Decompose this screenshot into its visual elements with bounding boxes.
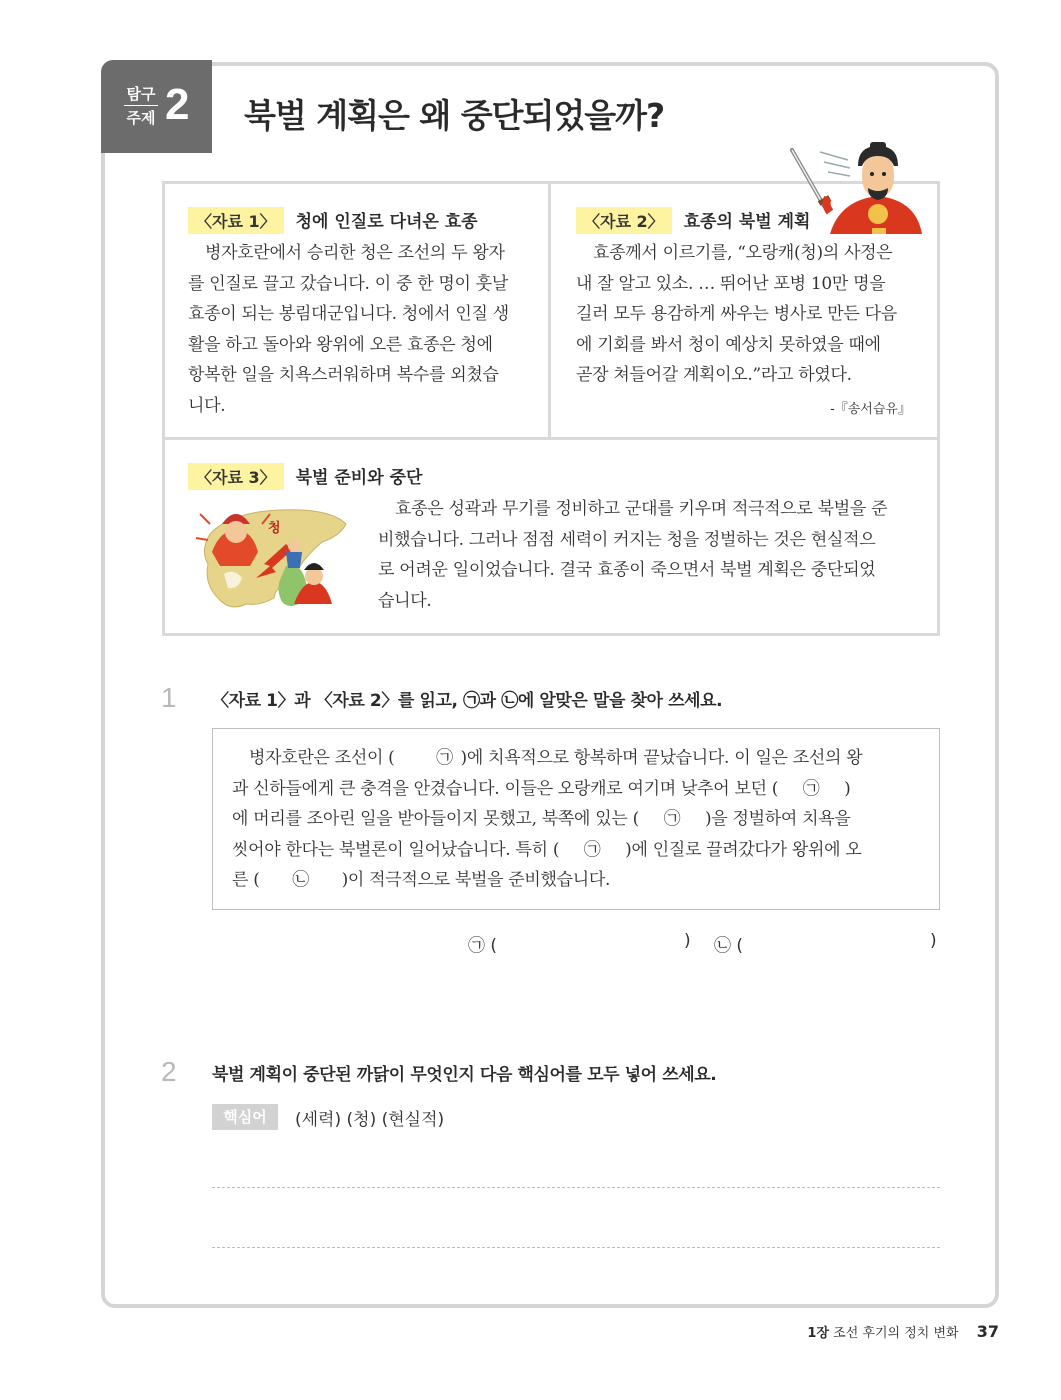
passage-text: 과 신하들에게 큰 충격을 안겼습니다. 이들은 오랑캐로 여기며 낮추어 보던 ( (232, 778, 779, 799)
answer-line-1[interactable] (212, 1187, 940, 1188)
passage-text: ) (844, 778, 851, 799)
footer-chapter-title: 조선 후기의 정치 변화 (833, 1326, 959, 1341)
blank-mark: ㉠ (583, 839, 601, 860)
question-1-text: 〈자료 1〉과 〈자료 2〉를 읽고, ㉠과 ㉡에 알맞은 말을 찾아 쓰세요. (212, 691, 723, 711)
answer-b-label (714, 931, 743, 956)
source-1-tag: 〈자료 1〉 (188, 207, 284, 234)
source-2-line: 내 잘 알고 있소. … 뛰어난 포병 10만 명을 (576, 273, 886, 294)
answer-a-input[interactable] (510, 931, 680, 953)
blank-mark: ㉡ (292, 870, 309, 890)
source-2-text (576, 238, 914, 391)
source-3-text (378, 494, 914, 616)
source-3-line: 로 어려운 일이었습니다. 결국 효종이 죽으면서 북벌 계획은 중단되었 (378, 560, 876, 580)
question-1-number: 1 (161, 682, 177, 713)
passage-text: 른 ( (232, 870, 260, 890)
passage-line (232, 835, 920, 866)
blank-b (260, 865, 342, 896)
source-3-line: 습니다. (378, 590, 432, 611)
source-2-heading (576, 207, 810, 234)
source-1-text (188, 238, 526, 421)
northern-campaign-map-illustration (190, 494, 360, 618)
source-divider-horizontal (162, 437, 940, 440)
passage-text: )에 치욕적으로 항복하며 끝났습니다. 이 일은 조선의 왕 (460, 748, 863, 768)
topic-label-line2: 주제 (126, 109, 156, 127)
passage-line (232, 865, 920, 896)
passage-text: )을 정벌하여 치욕을 (704, 809, 851, 829)
source-2-line: 에 기회를 봐서 청이 예상치 못하였을 때에 (576, 334, 881, 355)
passage-line (232, 743, 920, 774)
question-2-text: 북벌 계획이 중단된 까닭이 무엇인지 다음 핵심어를 모두 넣어 쓰세요. (212, 1065, 717, 1085)
passage-text: )에 인질로 끌려갔다가 왕위에 오 (625, 839, 862, 860)
answer-line-2[interactable] (212, 1247, 940, 1248)
answer-b-close: ) (930, 931, 937, 951)
passage-text: )이 적극적으로 북벌을 준비했습니다. (341, 870, 611, 890)
source-3-line: 효종은 성곽과 무기를 정비하고 군대를 키우며 적극적으로 북벌을 준 (395, 499, 888, 519)
question-1-passage (232, 743, 920, 896)
passage-text: 씻어야 한다는 북벌론이 일어났습니다. 특히 ( (232, 839, 560, 860)
king-sword-illustration (790, 142, 930, 234)
source-2-tag: 〈자료 2〉 (576, 207, 672, 234)
blank-mark: ㉠ (436, 748, 453, 768)
footer-chapter: 1장 (807, 1326, 830, 1341)
source-1-title: 청에 인질로 다녀온 효종 (295, 212, 478, 232)
source-2-line: 곧장 쳐들어갈 계획이오.”라고 하였다. (576, 365, 852, 385)
source-divider-vertical (548, 181, 551, 439)
passage-text: 병자호란은 조선이 ( (249, 748, 395, 768)
blank-a (395, 743, 461, 774)
page-number: 37 (976, 1322, 999, 1341)
source-1-line: 효종이 되는 봉림대군입니다. 청에서 인질 생 (188, 304, 509, 324)
source-3-line: 비했습니다. 그러나 점점 세력이 커지는 청을 정벌하는 것은 현실적으 (378, 529, 876, 550)
page-title: 북벌 계획은 왜 중단되었을까? (244, 96, 665, 135)
keyword-list: (세력) (청) (현실적) (295, 1110, 445, 1130)
source-3-tag: 〈자료 3〉 (188, 463, 284, 490)
source-2-title: 효종의 북벌 계획 (683, 212, 811, 232)
source-3-heading (188, 463, 422, 490)
source-1-line: 항복한 일을 치욕스러워하며 복수를 외쳤습 (188, 365, 499, 385)
paren-open: ( (490, 936, 498, 956)
source-1-line: 활을 하고 돌아와 왕위에 오른 효종은 청에 (188, 334, 493, 355)
map-label: 청 (268, 521, 281, 536)
source-1-line: 를 인질로 끌고 갔습니다. 이 중 한 명이 훗날 (188, 273, 509, 294)
answer-a-close: ) (684, 931, 691, 951)
blank-a (778, 774, 844, 805)
source-2-citation: -『송서습유』 (830, 402, 911, 417)
topic-number: 2 (165, 80, 190, 129)
source-1-heading (188, 207, 478, 234)
source-3-title: 북벌 준비와 중단 (295, 468, 423, 488)
source-2-line: 길러 모두 용감하게 싸우는 병사로 만든 다음 (576, 304, 897, 324)
passage-text: 에 머리를 조아린 일을 받아들이지 못했고, 북쪽에 있는 ( (232, 809, 639, 829)
answer-b-mark: ㉡ (714, 936, 731, 956)
blank-mark: ㉠ (663, 809, 681, 829)
topic-label-line1: 탐구 (124, 84, 158, 106)
paren-open: ( (736, 936, 744, 956)
blank-a (559, 835, 625, 866)
page-footer (807, 1322, 999, 1341)
blank-mark: ㉠ (802, 778, 820, 799)
answer-a-label (468, 931, 497, 956)
answer-b-input[interactable] (756, 931, 926, 953)
question-2-number: 2 (161, 1056, 177, 1087)
passage-line (232, 774, 920, 805)
answer-a-mark: ㉠ (468, 936, 485, 956)
source-1-line: 병자호란에서 승리한 청은 조선의 두 왕자 (205, 243, 505, 263)
source-2-line: 효종께서 이르기를, “오랑캐(청)의 사정은 (593, 243, 893, 263)
source-1-line: 니다. (188, 395, 226, 416)
blank-a (639, 804, 705, 835)
keyword-tag: 핵심어 (212, 1104, 278, 1130)
passage-line (232, 804, 920, 835)
topic-label (124, 84, 158, 128)
